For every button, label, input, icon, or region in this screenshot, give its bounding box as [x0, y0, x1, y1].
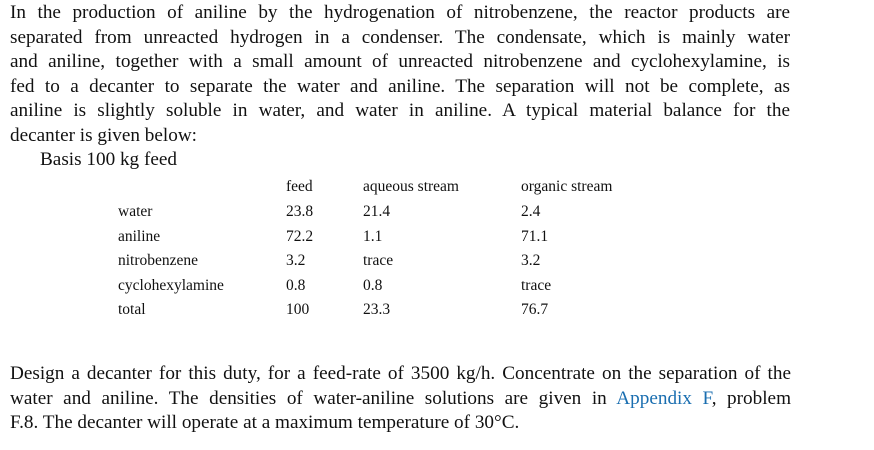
cell-feed: 0.8	[286, 277, 306, 294]
task-line	[10, 387, 791, 412]
basis-label: Basis 100 kg feed	[40, 149, 177, 170]
cell-organic: 71.1	[521, 228, 549, 245]
appendix-f-link[interactable]: Appendix F	[616, 387, 712, 409]
task-line: Design a decanter for this duty, for a feed-rate of 3500 kg/h. Concentrate on the separation of the	[10, 363, 791, 384]
cell-organic: 2.4	[521, 203, 541, 220]
cell-feed: 100	[286, 301, 310, 318]
cell-aqueous: 1.1	[363, 228, 383, 245]
intro-line: In the production of aniline by the hydrogenation of nitrobenzene, the reactor products are	[10, 2, 790, 23]
task-text: , problem	[711, 387, 792, 409]
task-paragraph	[10, 362, 791, 436]
task-text: water and aniline. The densities of water-aniline solutions are given in	[10, 387, 617, 409]
row-label-nitrobenzene: nitrobenzene	[118, 252, 199, 269]
intro-line: decanter is given below:	[10, 124, 198, 146]
cell-feed: 72.2	[286, 228, 314, 245]
intro-line: aniline is slightly soluble in water, and water in aniline. A typical material balance for the	[10, 100, 790, 121]
column-header-aqueous: aqueous stream	[363, 178, 459, 195]
column-header-feed: feed	[286, 178, 313, 195]
cell-aqueous: 23.3	[363, 301, 391, 318]
cell-aqueous: 21.4	[363, 203, 391, 220]
cell-aqueous: trace	[363, 252, 394, 269]
row-label-cyclohexylamine: cyclohexylamine	[118, 277, 224, 294]
task-line: F.8. The decanter will operate at a maximum temperature of 30°C.	[10, 412, 520, 433]
cell-organic: trace	[521, 277, 552, 294]
row-label-total: total	[118, 301, 146, 318]
row-label-water: water	[118, 203, 153, 220]
cell-feed: 23.8	[286, 203, 314, 220]
intro-line: and aniline, together with a small amount of unreacted nitrobenzene and cyclohexylamine, is	[10, 51, 790, 72]
cell-organic: 3.2	[521, 252, 541, 269]
row-label-aniline: aniline	[118, 228, 161, 245]
intro-paragraph	[10, 1, 790, 148]
intro-line: separated from unreacted hydrogen in a condenser. The condensate, which is mainly water	[10, 26, 790, 48]
cell-organic: 76.7	[521, 301, 549, 318]
intro-line: fed to a decanter to separate the water and aniline. The separation will not be complete, as	[10, 75, 790, 97]
cell-aqueous: 0.8	[363, 277, 383, 294]
cell-feed: 3.2	[286, 252, 306, 269]
column-header-organic: organic stream	[521, 178, 613, 195]
